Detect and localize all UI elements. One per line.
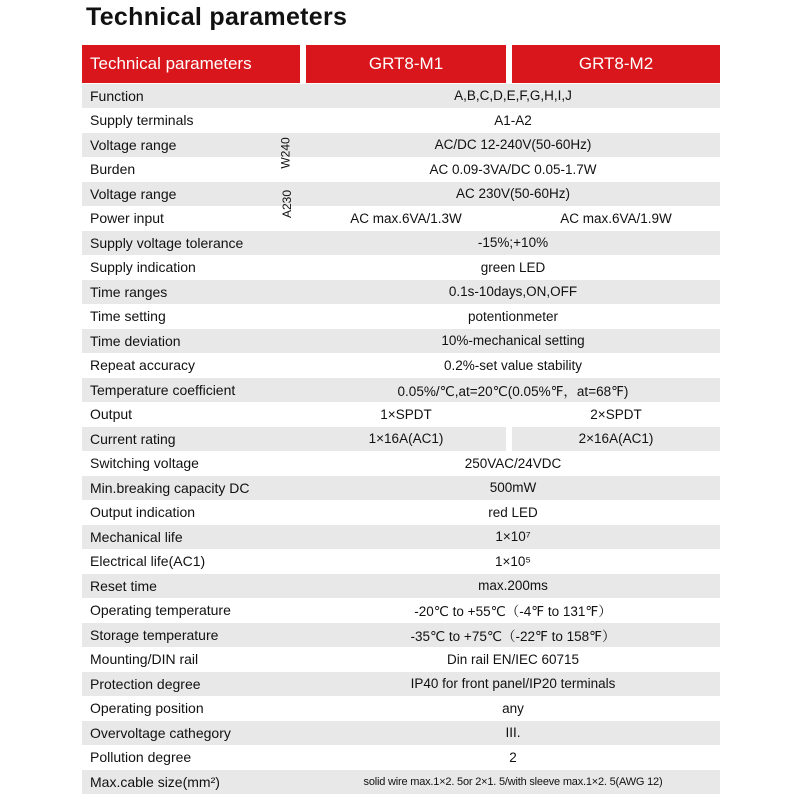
table-row: [82, 525, 720, 550]
row-label: Pollution degree: [90, 749, 192, 766]
row-value: max.200ms: [478, 578, 548, 594]
row-value: A,B,C,D,E,F,G,H,I,J: [454, 88, 572, 104]
row-label: Temperature coefficient: [90, 381, 236, 398]
row-value: potentionmeter: [467, 308, 559, 324]
row-value: green LED: [480, 259, 546, 275]
row-value: red LED: [488, 504, 538, 520]
row-value: solid wire max.1×2. 5or 2×1. 5/with sleeve max.1×2. 5(AWG 12): [363, 775, 663, 788]
table-row: [82, 354, 720, 379]
row-value: IP40 for front panel/IP20 terminals: [410, 676, 616, 692]
table-row: [82, 476, 720, 501]
table-row: [82, 697, 720, 722]
group-label-a230: A230: [280, 189, 295, 219]
row-label: Supply terminals: [90, 112, 194, 129]
row-label: Output: [90, 406, 133, 423]
table-row: [82, 648, 720, 673]
row-label: Overvoltage cathegory: [90, 724, 231, 741]
table-row: [82, 329, 720, 354]
row-label: Switching voltage: [90, 455, 199, 472]
row-label: Power input: [90, 210, 164, 227]
row-label: Storage temperature: [90, 626, 219, 643]
row-split-values: [306, 403, 720, 427]
row-label: Operating temperature: [90, 602, 231, 619]
table-row: [82, 231, 720, 256]
row-value: AC/DC 12-240V(50-60Hz): [434, 137, 592, 153]
row-split-values: [306, 427, 720, 451]
row-label: Time setting: [90, 308, 166, 325]
row-label: Supply indication: [90, 259, 196, 276]
row-label: Max.cable size(mm²): [90, 773, 220, 790]
parameters-table: [82, 45, 720, 795]
row-value: AC 0.09-3VA/DC 0.05-1.7W: [429, 161, 597, 177]
table-row: [82, 623, 720, 648]
row-value: 0.1s-10days,ON,OFF: [448, 284, 578, 300]
row-value: 10%-mechanical setting: [441, 333, 585, 349]
row-value: 1×10⁷: [495, 529, 531, 545]
row-value: 0.2%-set value stability: [443, 357, 583, 373]
row-label: Protection degree: [90, 675, 201, 692]
table-row: [82, 305, 720, 330]
group-label-w240: W240: [278, 137, 293, 169]
row-value: any: [502, 700, 524, 716]
row-label: Time deviation: [90, 332, 181, 349]
table-row: [82, 452, 720, 477]
table-row: [82, 427, 720, 452]
row-value: -35℃ to +75℃（-22℉ to 158℉）: [410, 628, 616, 644]
row-value-m2: AC max.6VA/1.9W: [560, 210, 672, 226]
row-label: Supply voltage tolerance: [90, 234, 244, 251]
table-row: [82, 133, 720, 158]
row-value: Din rail EN/IEC 60715: [446, 651, 580, 667]
row-label: Mechanical life: [90, 528, 183, 545]
table-row: [82, 550, 720, 575]
row-value: 0.05%/℃,at=20℃(0.05%℉，at=68℉): [397, 383, 629, 399]
header-grt8-m2: GRT8-M2: [512, 45, 720, 83]
row-value-m1: 1×16A(AC1): [368, 431, 444, 447]
table-row: [82, 84, 720, 109]
row-value-m1: AC max.6VA/1.3W: [350, 210, 462, 226]
table-row: [82, 721, 720, 746]
row-value: III.: [505, 725, 521, 741]
row-value: 250VAC/24VDC: [464, 455, 562, 471]
table-row: [82, 746, 720, 771]
table-row: [82, 256, 720, 281]
row-label: Repeat accuracy: [90, 357, 196, 374]
row-label: Time ranges: [90, 283, 168, 300]
table-row: [82, 501, 720, 526]
row-value: -15%;+10%: [477, 235, 549, 251]
table-header: [82, 45, 720, 83]
row-label: Mounting/DIN rail: [90, 651, 199, 668]
row-label: Function: [90, 87, 144, 104]
row-label: Burden: [90, 161, 136, 178]
row-value-m2: 2×SPDT: [590, 406, 642, 422]
row-label: Electrical life(AC1): [90, 553, 206, 570]
page-title: Technical parameters: [86, 3, 348, 31]
row-value: -20℃ to +55℃（-4℉ to 131℉）: [414, 604, 612, 620]
header-grt8-m1: GRT8-M1: [306, 45, 506, 83]
row-label: Current rating: [90, 430, 176, 447]
table-row: [82, 672, 720, 697]
row-label: Voltage range: [90, 136, 177, 153]
header-param: Technical parameters: [82, 45, 300, 83]
table-row: [82, 207, 720, 232]
row-label: Voltage range: [90, 185, 177, 202]
table-row: [82, 770, 720, 795]
table-row: [82, 574, 720, 599]
table-row: [82, 158, 720, 183]
table-body: [82, 84, 720, 795]
table-row: [82, 182, 720, 207]
table-row: [82, 280, 720, 305]
row-value: A1-A2: [494, 112, 532, 128]
row-label: Operating position: [90, 700, 204, 717]
row-label: Reset time: [90, 577, 157, 594]
row-value-m2: 2×16A(AC1): [578, 431, 654, 447]
row-value: 2: [509, 749, 517, 765]
row-value: 1×10⁵: [494, 553, 531, 569]
table-row: [82, 109, 720, 134]
table-row: [82, 378, 720, 403]
table-row: [82, 599, 720, 624]
row-split-values: [306, 207, 720, 231]
row-value: 500mW: [489, 480, 537, 496]
row-value-m1: 1×SPDT: [380, 406, 432, 422]
row-label: Output indication: [90, 504, 196, 521]
row-label: Min.breaking capacity DC: [90, 479, 250, 496]
table-row: [82, 403, 720, 428]
row-value: AC 230V(50-60Hz): [455, 186, 571, 202]
